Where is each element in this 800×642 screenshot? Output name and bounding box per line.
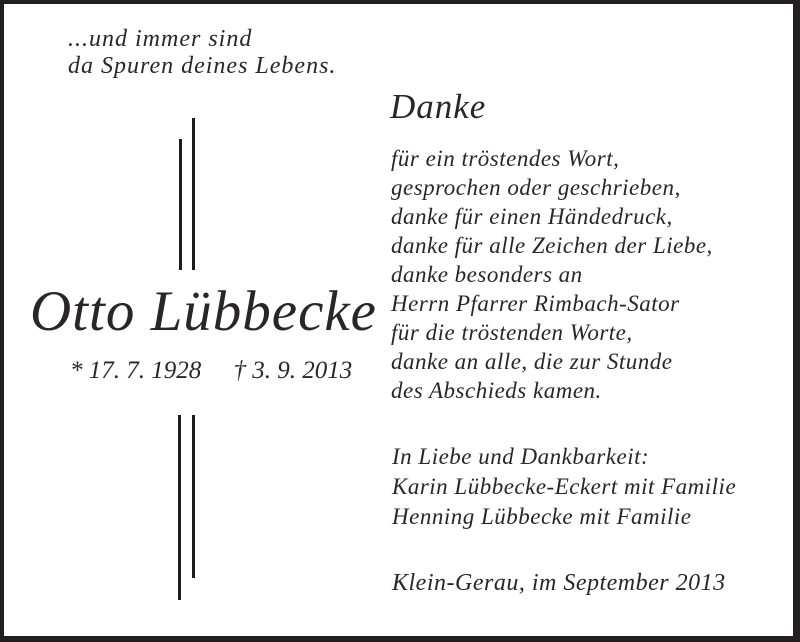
ornament-line-top-right [192,118,195,270]
thanks-text-block [391,144,713,405]
ornament-line-bottom-right [192,415,195,578]
place-date: Klein-Gerau, im September 2013 [392,570,726,596]
thanks-heading: Danke [390,87,487,126]
thanks-line: gesprochen oder geschrieben, [391,175,681,200]
ornament-line-bottom-left [178,415,181,600]
ornament-line-top-left [179,139,182,270]
mourner-name: Henning Lübbecke mit Familie [392,504,692,529]
thanks-line: für die tröstenden Worte, [391,320,633,345]
birth-date: * 17. 7. 1928 [70,357,202,384]
thanks-line: danke für alle Zeichen der Liebe, [391,233,713,258]
life-dates [70,356,352,386]
thanks-line: danke an alle, die zur Stunde [391,349,673,374]
thanks-line: danke besonders an [391,262,583,287]
memorial-quote [68,26,336,80]
thanks-line: danke für einen Händedruck, [391,204,673,229]
closing-block [392,442,736,532]
thanks-line: Herrn Pfarrer Rimbach-Sator [391,291,680,316]
deceased-name: Otto Lübbecke [30,280,377,343]
quote-line-2: da Spuren deines Lebens. [68,53,337,79]
thanks-line: für ein tröstendes Wort, [391,146,620,171]
death-date: † 3. 9. 2013 [233,357,353,384]
thanks-line: des Abschieds kamen. [391,378,602,403]
quote-line-1: ...und immer sind [68,26,253,52]
closing-intro: In Liebe und Dankbarkeit: [392,444,650,469]
mourner-name: Karin Lübbecke-Eckert mit Familie [392,474,737,499]
